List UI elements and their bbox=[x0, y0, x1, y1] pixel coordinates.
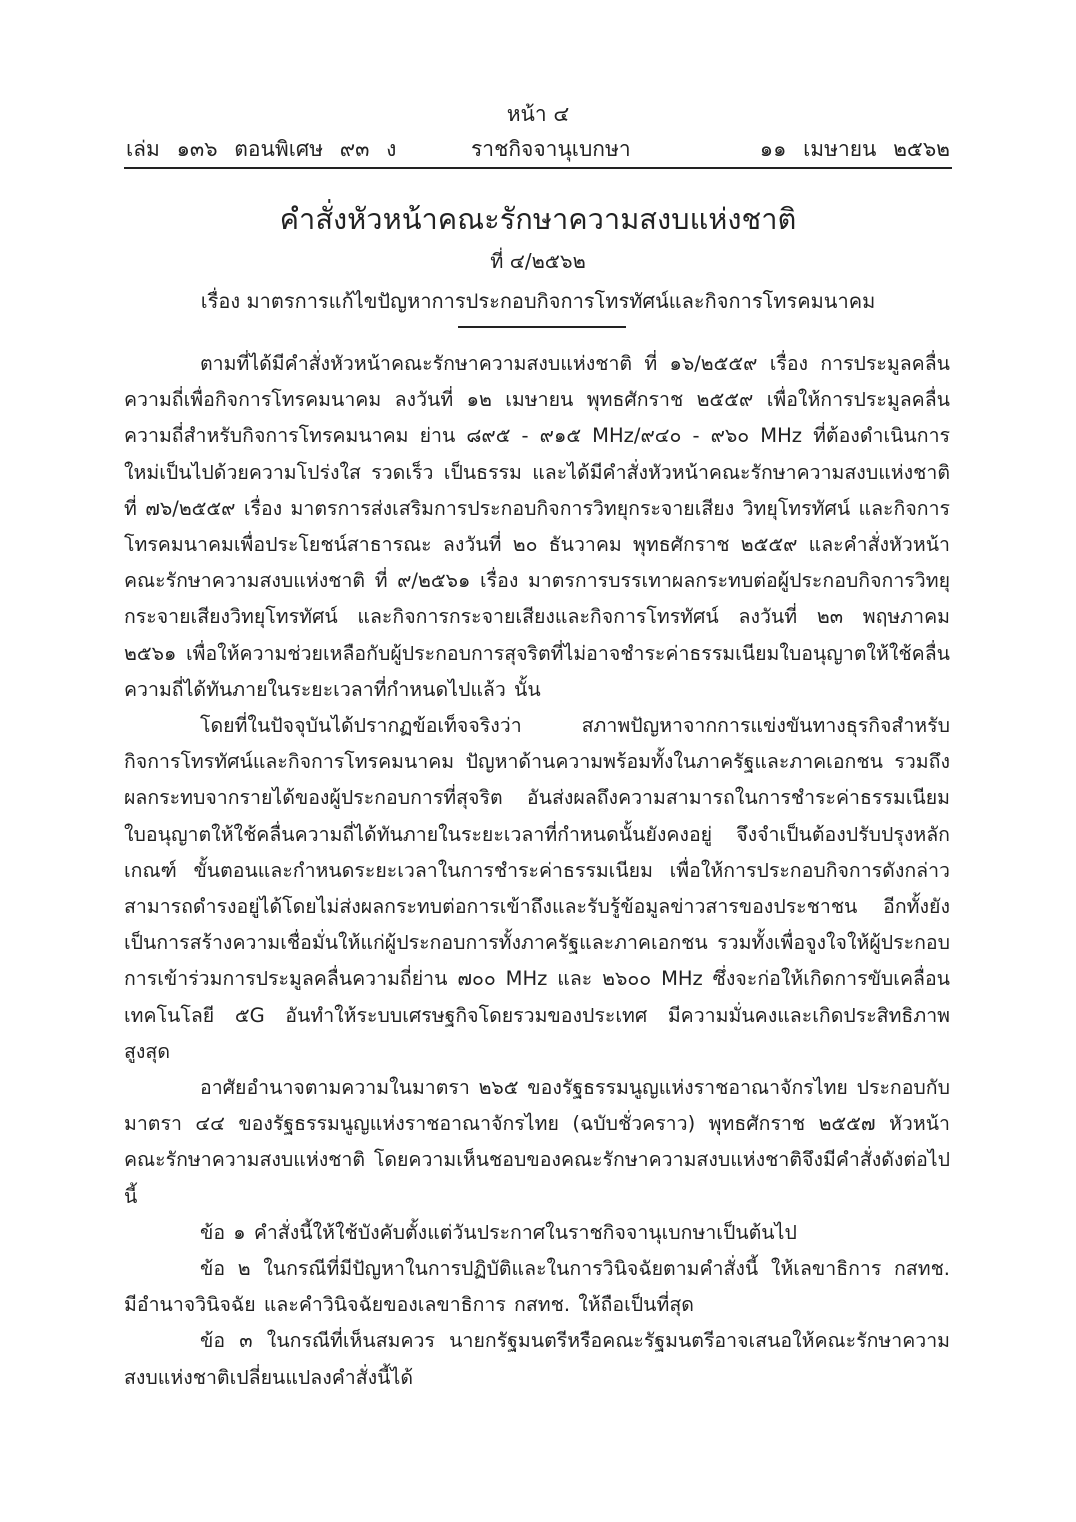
page-number: หน้า ๔ bbox=[506, 102, 570, 126]
paragraph-reasons: โดยที่ในปัจจุบันได้ปรากฏข้อเท็จจริงว่า สภาพปัญหาจากการแข่งขันทางธุรกิจสำหรับกิจการโทรทัศน์และกิจการโทรคมนาคม ปัญหาด้านความพร้อมทั้งในภาครัฐและภาคเอกชน รวมถึงผลกระทบจากรายได้ของผู้ประกอบการที่สุจริต อันส่งผลถึงความสามารถในการชำระค่าธรรมเนียมใบอนุญาตให้ใช้คลื่นความถี่ได้ทันภายในระยะเวลาที่กำหนดนั้นยังคงอยู่ จึงจำเป็นต้องปรับปรุงหลักเกณฑ์ ขั้นตอนและกำหนดระยะเวลาในการชำระค่าธรรมเนียม เพื่อให้การประกอบกิจการดังกล่าวสามารถดำรงอยู่ได้โดยไม่ส่งผลกระทบต่อการเข้าถึงและรับรู้ข้อมูลข่าวสารของประชาชน อีกทั้งยังเป็นการสร้างความเชื่อมั่นให้แก่ผู้ประกอบการทั้งภาครัฐและภาคเอกชน รวมทั้งเพื่อจูงใจให้ผู้ประกอบการเข้าร่วมการประมูลคลื่นความถี่ย่าน ๗๐๐ MHz และ ๒๖๐๐ MHz ซึ่งจะก่อให้เกิดการขับเคลื่อนเทคโนโลยี ๕G อันทำให้ระบบเศรษฐกิจโดยรวมของประเทศ มีความมั่นคงและเกิดประสิทธิภาพสูงสุด bbox=[124, 714, 950, 1063]
publication-date: ๑๑ เมษายน ๒๕๖๒ bbox=[759, 137, 950, 161]
clause-3: ข้อ ๓ ในกรณีที่เห็นสมควร นายกรัฐมนตรีหรือคณะรัฐมนตรีอาจเสนอให้คณะรักษาความสงบแห่งชาติเปลี่ยนแปลงคำสั่งนี้ได้ bbox=[124, 1329, 950, 1389]
order-number: ที่ ๔/๒๕๖๒ bbox=[490, 249, 586, 273]
volume-info: เล่ม ๑๓๖ ตอนพิเศษ ๙๓ ง bbox=[126, 137, 397, 161]
header-divider bbox=[124, 167, 952, 169]
order-title: คำสั่งหัวหน้าคณะรักษาความสงบแห่งชาติ bbox=[279, 202, 797, 236]
clause-1: ข้อ ๑ คำสั่งนี้ให้ใช้บังคับตั้งแต่วันประกาศในราชกิจจานุเบกษาเป็นต้นไป bbox=[200, 1220, 797, 1244]
order-subject: เรื่อง มาตรการแก้ไขปัญหาการประกอบกิจการโทรทัศน์และกิจการโทรคมนาคม bbox=[200, 289, 876, 313]
clause-2: ข้อ ๒ ในกรณีที่มีปัญหาในการปฏิบัติและในการวินิจฉัยตามคำสั่งนี้ ให้เลขาธิการ กสทช. มีอำนาจวินิจฉัย และคำวินิจฉัยของเลขาธิการ กสทช. ให้ถือเป็นที่สุด bbox=[124, 1257, 950, 1317]
order-body bbox=[124, 346, 950, 1396]
paragraph-preamble: ตามที่ได้มีคำสั่งหัวหน้าคณะรักษาความสงบแห่งชาติ ที่ ๑๖/๒๕๕๙ เรื่อง การประมูลคลื่นความถี่เพื่อกิจการโทรคมนาคม ลงวันที่ ๑๒ เมษายน พุทธศักราช ๒๕๕๙ เพื่อให้การประมูลคลื่นความถี่สำหรับกิจการโทรคมนาคม ย่าน ๘๙๕ - ๙๑๕ MHz/๙๔๐ - ๙๖๐ MHz ที่ต้องดำเนินการใหม่เป็นไปด้วยความโปร่งใส รวดเร็ว เป็นธรรม และได้มีคำสั่งหัวหน้าคณะรักษาความสงบแห่งชาติ ที่ ๗๖/๒๕๕๙ เรื่อง มาตรการส่งเสริมการประกอบกิจการวิทยุกระจายเสียง วิทยุโทรทัศน์ และกิจการโทรคมนาคมเพื่อประโยชน์สาธารณะ ลงวันที่ ๒๐ ธันวาคม พุทธศักราช ๒๕๕๙ และคำสั่งหัวหน้าคณะรักษาความสงบแห่งชาติ ที่ ๙/๒๕๖๑ เรื่อง มาตรการบรรเทาผลกระทบต่อผู้ประกอบกิจการวิทยุกระจายเสียงวิทยุโทรทัศน์ และกิจการกระจายเสียงและกิจการโทรทัศน์ ลงวันที่ ๒๓ พฤษภาคม ๒๕๖๑ เพื่อให้ความช่วยเหลือกับผู้ประกอบการสุจริตที่ไม่อาจชำระค่าธรรมเนียมใบอนุญาตให้ใช้คลื่นความถี่ได้ทันภายในระยะเวลาที่กำหนดไปแล้ว นั้น bbox=[124, 352, 950, 701]
paragraph-authority: อาศัยอำนาจตามความในมาตรา ๒๖๕ ของรัฐธรรมนูญแห่งราชอาณาจักรไทย ประกอบกับมาตรา ๔๔ ของรัฐธรรมนูญแห่งราชอาณาจักรไทย (ฉบับชั่วคราว) พุทธศักราช ๒๕๕๗ หัวหน้าคณะรักษาความสงบแห่งชาติ โดยความเห็นชอบของคณะรักษาความสงบแห่งชาติจึงมีคำสั่งดังต่อไปนี้ bbox=[124, 1076, 950, 1208]
gazette-name: ราชกิจจานุเบกษา bbox=[471, 137, 631, 161]
title-divider bbox=[458, 326, 626, 328]
gazette-header bbox=[126, 133, 950, 165]
